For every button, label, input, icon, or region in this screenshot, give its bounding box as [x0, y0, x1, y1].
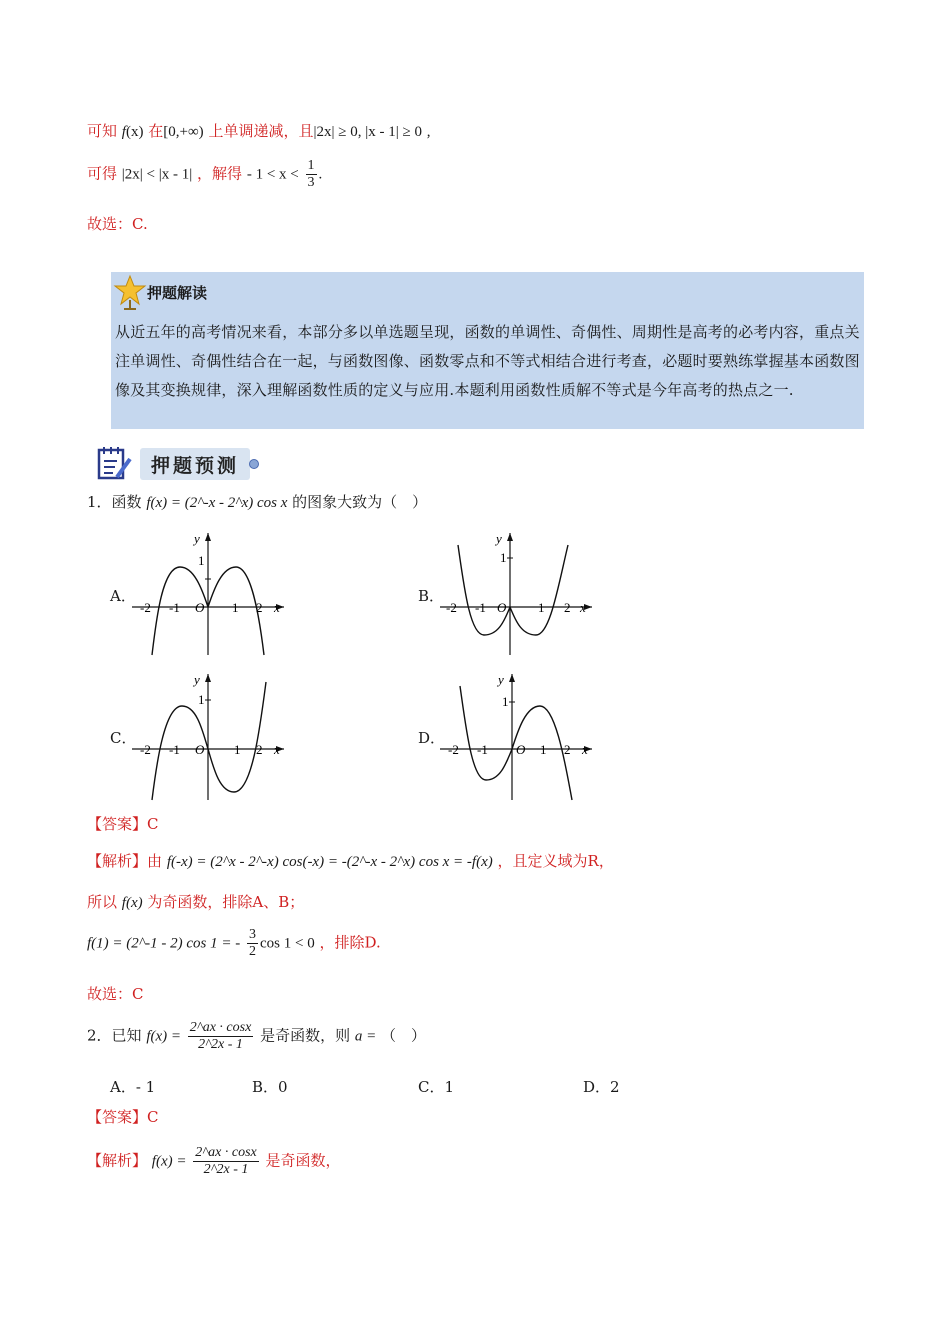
fraction-one-third: $\frac{1}{3}$ [307, 158, 315, 190]
graph-a-y: y [194, 531, 200, 546]
question-2-fraction: $\frac{2\^{}ax \cdot \cos x}{2\^{}2x - 1}$ [189, 1020, 252, 1052]
question-1-analysis-line-1: 【解析】由 f(-x) = (2^x - 2^-x) cos(-x) = -(2^-x - 2^x) cos x = -f(x) ，且定义域为R， [87, 852, 614, 870]
dot-icon [248, 458, 260, 470]
question-2-stem: 2．已知 f(x) = $\frac{2\^{}ax \cdot \cos x}{2\^{}2x - 1}$ 是奇函数，则 a = （ ） [87, 1020, 427, 1052]
notepad-icon [95, 445, 135, 483]
graph-b [440, 527, 600, 657]
option-a-label: A． [110, 587, 136, 605]
graph-c [132, 668, 292, 803]
graph-b-tick: -2 [446, 600, 457, 615]
graph-a-tick: -1 [169, 600, 180, 615]
option-c-label: C． [110, 729, 137, 747]
graph-c-x: x [274, 742, 280, 757]
graph-a [132, 527, 292, 657]
question-2-analysis: 【解析】 f(x) = $\frac{2\^{}ax \cdot \cos x}{2\^{}2x - 1}$ 是奇函数， [87, 1145, 341, 1177]
graph-c-tick: 2 [256, 742, 263, 757]
graph-d-y: y [498, 672, 504, 687]
graph-c-tick: -2 [140, 742, 151, 757]
graph-d-tick: -2 [448, 742, 459, 757]
graph-c-tick: -1 [169, 742, 180, 757]
question-1-conclusion: 故选：C [87, 985, 144, 1003]
graph-c-tick: 1 [234, 742, 241, 757]
question-2-analysis-fraction: $\frac{2\^{}ax \cdot \cos x}{2\^{}2x - 1}$ [195, 1145, 257, 1177]
question-2-choices [0, 1076, 950, 1098]
graph-a-tick: 2 [256, 600, 263, 615]
graph-b-origin: O [497, 600, 507, 615]
graph-c-y: y [194, 672, 200, 687]
question-1-analysis-line-3: f(1) = (2^-1 - 2) cos 1 = - $\frac{3}{2}$ cos 1 < 0 ，排除D. [87, 927, 381, 959]
star-icon [113, 274, 147, 310]
question-2-answer: 【答案】C [87, 1108, 159, 1126]
graph-d-tick: 2 [564, 742, 571, 757]
graph-b-y: y [496, 531, 502, 546]
choice-c: C．1 [418, 1078, 455, 1096]
option-d-label: D． [418, 729, 446, 747]
choice-d: D．2 [583, 1078, 620, 1096]
graph-d-origin: O [516, 742, 526, 757]
option-b-label: B． [418, 587, 445, 605]
graph-d-tick: -1 [477, 742, 488, 757]
graph-d-one: 1 [502, 694, 509, 709]
prediction-banner [140, 448, 250, 480]
graph-d [440, 668, 600, 803]
graph-a-tick: -2 [140, 600, 151, 615]
solution-line-2: 可得 |2x| < |x - 1| ，解得 - 1 < x < $\frac{1}{3}$ . [87, 158, 323, 190]
graph-b-tick: 2 [564, 600, 571, 615]
graph-a-tick: 1 [232, 600, 239, 615]
graph-b-tick: 1 [538, 600, 545, 615]
solution-conclusion: 故选：C. [87, 215, 148, 233]
question-1-answer: 【答案】C [87, 815, 159, 833]
exam-reading-body: 从近五年的高考情况来看，本部分多以单选题呈现，函数的单调性、奇偶性、周期性是高考的必考内容，重点关注单调性、奇偶性结合在一起，与函数图像、函数零点和不等式相结合进行考查，必题时要熟练掌握基本函数图像及其变换规律，深入理解函数性质的定义与应用.本题利用函数性质解不等式是今年高考的热点之一. [115, 323, 860, 399]
choice-b: B．0 [252, 1078, 288, 1096]
choice-a: A．- 1 [110, 1078, 156, 1096]
exam-reading-box [111, 272, 864, 429]
graph-d-tick: 1 [540, 742, 547, 757]
graph-b-tick: -1 [475, 600, 486, 615]
fraction-three-halves: $\frac{3}{2}$ [248, 927, 256, 959]
graph-c-origin: O [195, 742, 205, 757]
exam-reading-title: 押题解读 [147, 284, 208, 302]
graph-c-one: 1 [198, 692, 205, 707]
graph-d-x: x [582, 742, 588, 757]
graph-a-origin: O [195, 600, 205, 615]
graph-a-one: 1 [198, 553, 205, 568]
question-1-analysis-line-2: 所以 f(x) 为奇函数，排除A、B； [87, 893, 305, 911]
graph-b-one: 1 [500, 550, 507, 565]
graph-b-x: x [580, 600, 586, 615]
graph-a-x: x [274, 600, 280, 615]
question-1-stem: 1．函数 f(x) = (2^-x - 2^x) cos x 的图象大致为（ ） [87, 493, 428, 511]
solution-line-1: 可知 f(x) 在[0,+∞) 上单调递减，且|2x| ≥ 0, |x - 1| ≥ 0 , [87, 122, 431, 140]
prediction-banner-title: 押题预测 [150, 455, 239, 477]
